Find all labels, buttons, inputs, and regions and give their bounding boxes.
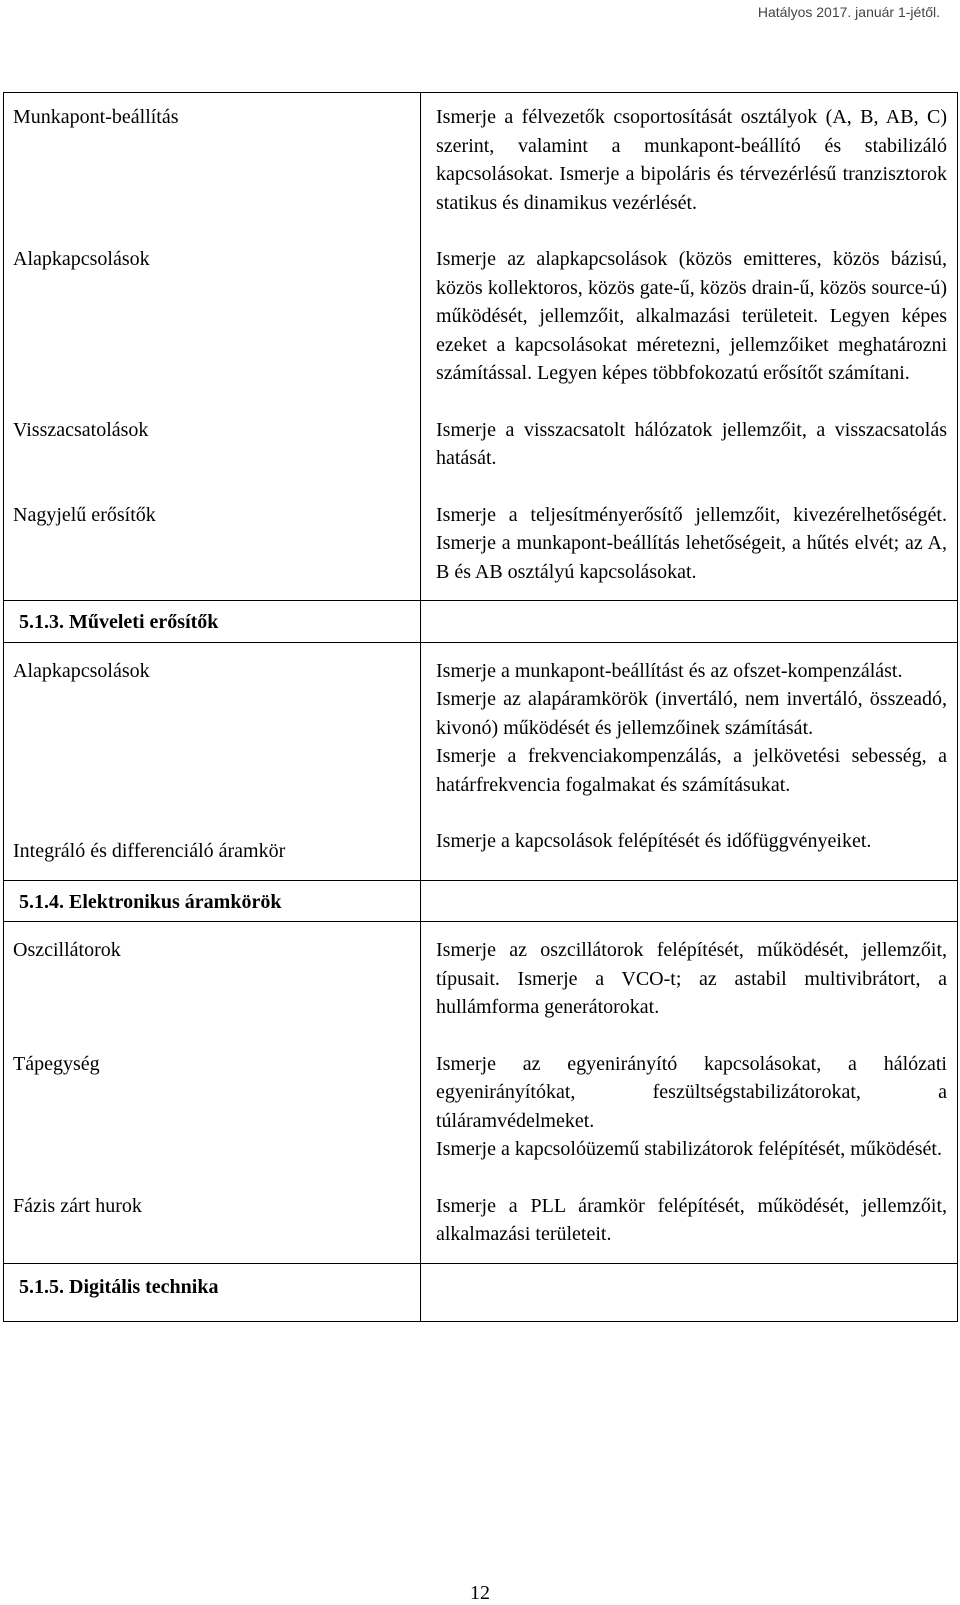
description-text: Ismerje a félvezetők csoportosítását osztályok (A, B, AB, C) szerint, valamint a munkapont-beállító és stabilizáló kapcsolásokat. Ismerje a bipoláris és térvezérlésű tranzisztorok statikus és dinamikus vezérlését. <box>436 106 947 214</box>
section-empty-cell <box>421 601 958 643</box>
topic-label: Fázis zárt hurok <box>4 1178 421 1264</box>
topic-label: Visszacsatolások <box>4 402 421 487</box>
effective-date-header: Hatályos 2017. január 1-jétől. <box>757 4 940 20</box>
description-text: Ismerje az egyenirányító kapcsolásokat, a hálózati egyenirányítókat, feszültségstabilizátorokat, a túláramvédelmeket. <box>436 1052 947 1132</box>
table-row <box>4 642 958 813</box>
topic-label: Alapkapcsolások <box>4 642 421 813</box>
section-heading-row <box>4 880 958 922</box>
description-text: Ismerje a teljesítményerősítő jellemzőit, kivezérelhetőségét. Ismerje a munkapont-beállítás lehetőségeit, a hűtés elvét; az A, B és AB osztályú kapcsolásokat. <box>436 503 947 583</box>
topic-label: Integráló és differenciáló áramkör <box>4 813 421 880</box>
table-row <box>4 1036 958 1178</box>
topic-description <box>421 813 958 880</box>
topic-label: Nagyjelű erősítők <box>4 487 421 601</box>
topic-description <box>421 402 958 487</box>
topic-description <box>421 922 958 1036</box>
description-text: Ismerje az alapáramkörök (invertáló, nem invertáló, összeadó, kivonó) működését és jellemzőinek számítását. <box>436 688 947 739</box>
topic-description <box>421 93 958 232</box>
section-title: 5.1.4. Elektronikus áramkörök <box>4 880 421 922</box>
description-text: Ismerje a frekvenciakompenzálás, a jelkövetési sebesség, a határfrekvencia fogalmakat és számításukat. <box>436 745 947 796</box>
table-row <box>4 487 958 601</box>
topic-description <box>421 231 958 402</box>
section-empty-cell <box>421 880 958 922</box>
description-text: Ismerje az oszcillátorok felépítését, működését, jellemzőit, típusait. Ismerje a VCO-t; az astabil multivibrátort, a hullámforma generátorokat. <box>436 939 947 1018</box>
curriculum-table-container <box>3 92 958 1322</box>
section-heading-row <box>4 1263 958 1321</box>
section-title: 5.1.5. Digitális technika <box>4 1263 421 1321</box>
topic-description <box>421 642 958 813</box>
description-text: Ismerje a visszacsatolt hálózatok jellemzőit, a visszacsatolás hatását. <box>436 418 947 469</box>
topic-label: Alapkapcsolások <box>4 231 421 402</box>
table-row <box>4 1178 958 1264</box>
table-row <box>4 813 958 880</box>
page-number: 12 <box>470 1582 490 1604</box>
topic-label: Tápegység <box>4 1036 421 1178</box>
description-text: Ismerje a PLL áramkör felépítését, működését, jellemzőit, alkalmazási területeit. <box>436 1194 947 1245</box>
topic-label: Munkapont-beállítás <box>4 93 421 232</box>
table-row <box>4 922 958 1036</box>
section-heading-row <box>4 601 958 643</box>
table-row <box>4 93 958 232</box>
description-text: Ismerje az alapkapcsolások (közös emitteres, közös bázisú, közös kollektoros, közös gate-ű, közös drain-ű, közös source-ú) működését, jellemzőit, alkalmazási területeit. Legyen képes ezeket a kapcsolásokat méretezni, jellemzőiket meghatározni számítással. Legyen képes többfokozatú erősítőt számítani. <box>436 248 947 384</box>
topic-description <box>421 1036 958 1178</box>
table-row <box>4 231 958 402</box>
section-empty-cell <box>421 1263 958 1321</box>
topic-description <box>421 1178 958 1264</box>
description-text: Ismerje a kapcsolások felépítését és időfüggvényeiket. <box>436 830 872 852</box>
description-text: Ismerje a munkapont-beállítást és az ofszet-kompenzálást. <box>436 659 903 682</box>
curriculum-table <box>3 92 958 1322</box>
description-text: Ismerje a kapcsolóüzemű stabilizátorok felépítését, működését. <box>436 1138 942 1160</box>
table-row <box>4 402 958 487</box>
topic-label: Oszcillátorok <box>4 922 421 1036</box>
topic-description <box>421 487 958 601</box>
section-title: 5.1.3. Műveleti erősítők <box>4 601 421 643</box>
